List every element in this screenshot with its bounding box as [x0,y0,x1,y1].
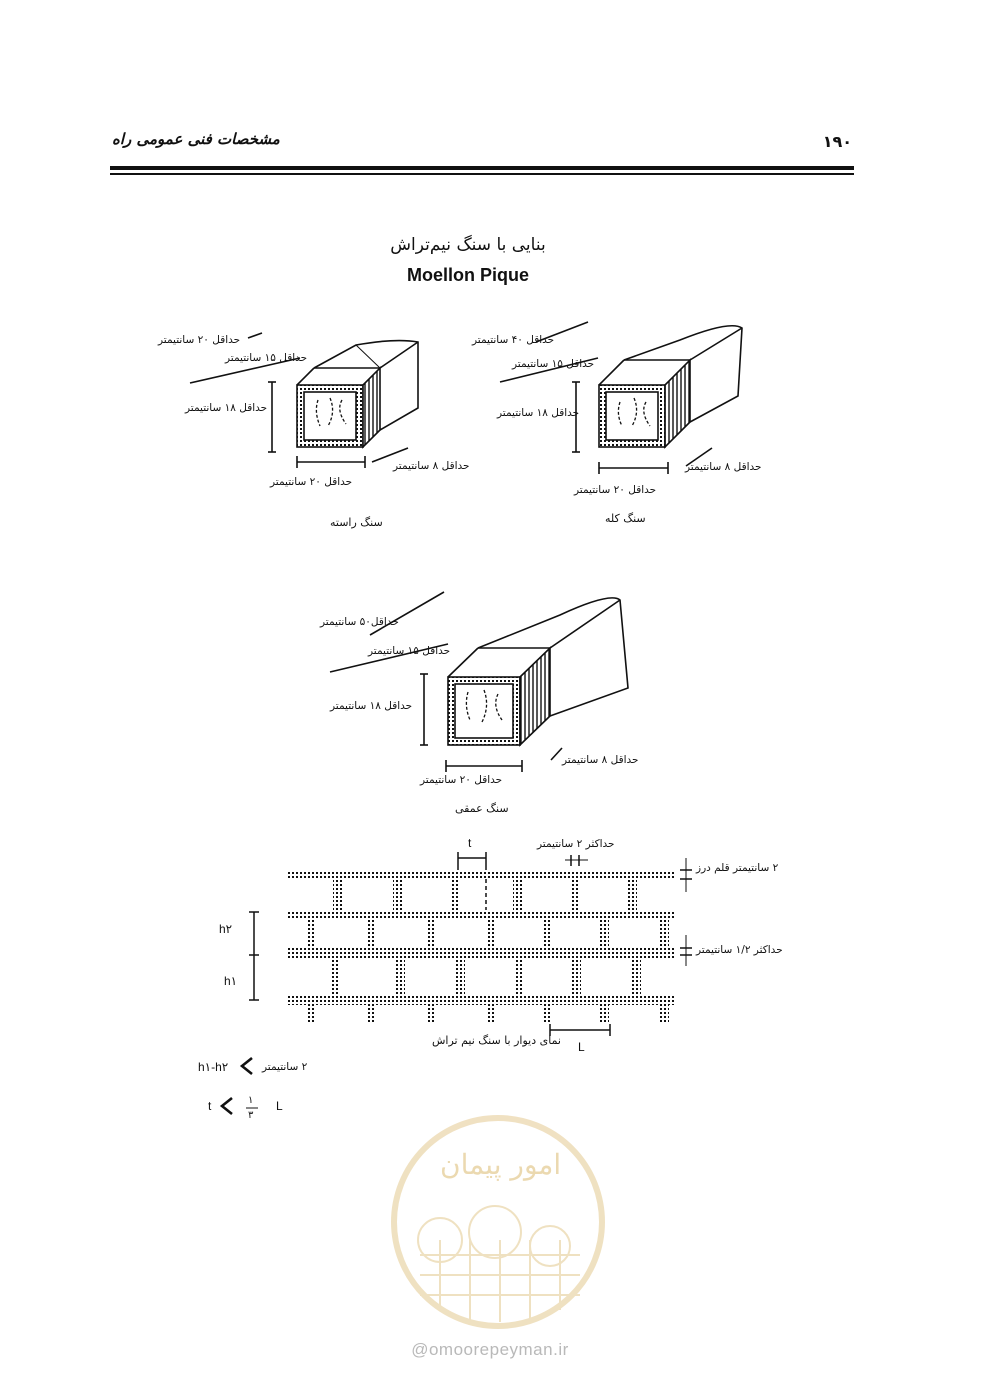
wall-L-label: L [578,1040,585,1054]
stone3-bottom-side-label: حداقل ۸ سانتیمتر [562,754,639,766]
stone3-bottom-width-label: حداقل ۲۰ سانتیمتر [420,774,503,786]
watermark-url: @omoorepeyman.ir [411,1340,569,1359]
stone1-height-label: حداقل ۱۸ سانتیمتر [185,402,268,414]
stone1-length-label: حداقل ۲۰ سانتیمتر [158,334,241,346]
stone2-depth-label: حداقل ۱۵ سانتیمتر [512,358,595,370]
rule2-denominator: ۳ [248,1110,254,1121]
rule1-rhs: ۲ سانتیمتر [262,1061,308,1073]
wall-joint-depth-label: ۲ سانتیمتر قلم درز [696,862,779,874]
stone3-depth-label: حداقل ۱۵ سانتیمتر [368,645,451,657]
stone1-bottom-side-label: حداقل ۸ سانتیمتر [393,460,470,472]
stone1-bottom-width-label: حداقل ۲۰ سانتیمتر [270,476,353,488]
rule2-lhs: t [208,1099,212,1113]
wall-h2-label: h۲ [219,922,233,936]
stone1-depth-label: حداقل ۱۵ سانتیمتر [225,352,308,364]
wall-max-1-5cm-label: حداکثر ۱/۲ سانتیمتر [696,944,783,956]
rule2-variable: L [276,1099,283,1113]
figure-title-french: Moellon Pique [406,265,529,285]
stone2-height-label: حداقل ۱۸ سانتیمتر [497,407,580,419]
rule1-lhs: h۱-h۲ [198,1060,229,1074]
stone2-length-label: حداقل ۴۰ سانتیمتر [472,334,555,346]
wall-elevation-drawing [222,852,692,1114]
wall-facade-caption: نمای دیوار با سنگ نیم تراش [432,1034,561,1047]
stone3-length-label: حداقل۵۰ سانتیمتر [320,616,399,628]
stone2-bottom-width-label: حداقل ۲۰ سانتیمتر [574,484,657,496]
wall-t-label: t [468,836,472,850]
running-header-title: مشخصات فنی عمومی راه [112,130,280,148]
wall-max-2cm-label: حداکثر ۲ سانتیمتر [537,838,615,850]
stone1-caption: سنگ راسته [330,516,383,529]
stone2-caption: سنگ کله [605,512,646,525]
stone2-bottom-side-label: حداقل ۸ سانتیمتر [685,461,762,473]
stone3-height-label: حداقل ۱۸ سانتیمتر [330,700,413,712]
wall-h1-label: h۱ [224,974,238,988]
stone3-caption: سنگ عمقی [455,802,509,815]
page-number: ۱۹۰ [822,132,852,151]
watermark-seal-text: امور پیمان [440,1148,562,1181]
rule2-numerator: ۱ [248,1095,254,1106]
figure-title-persian: بنایی با سنگ نیم‌تراش [390,235,546,255]
